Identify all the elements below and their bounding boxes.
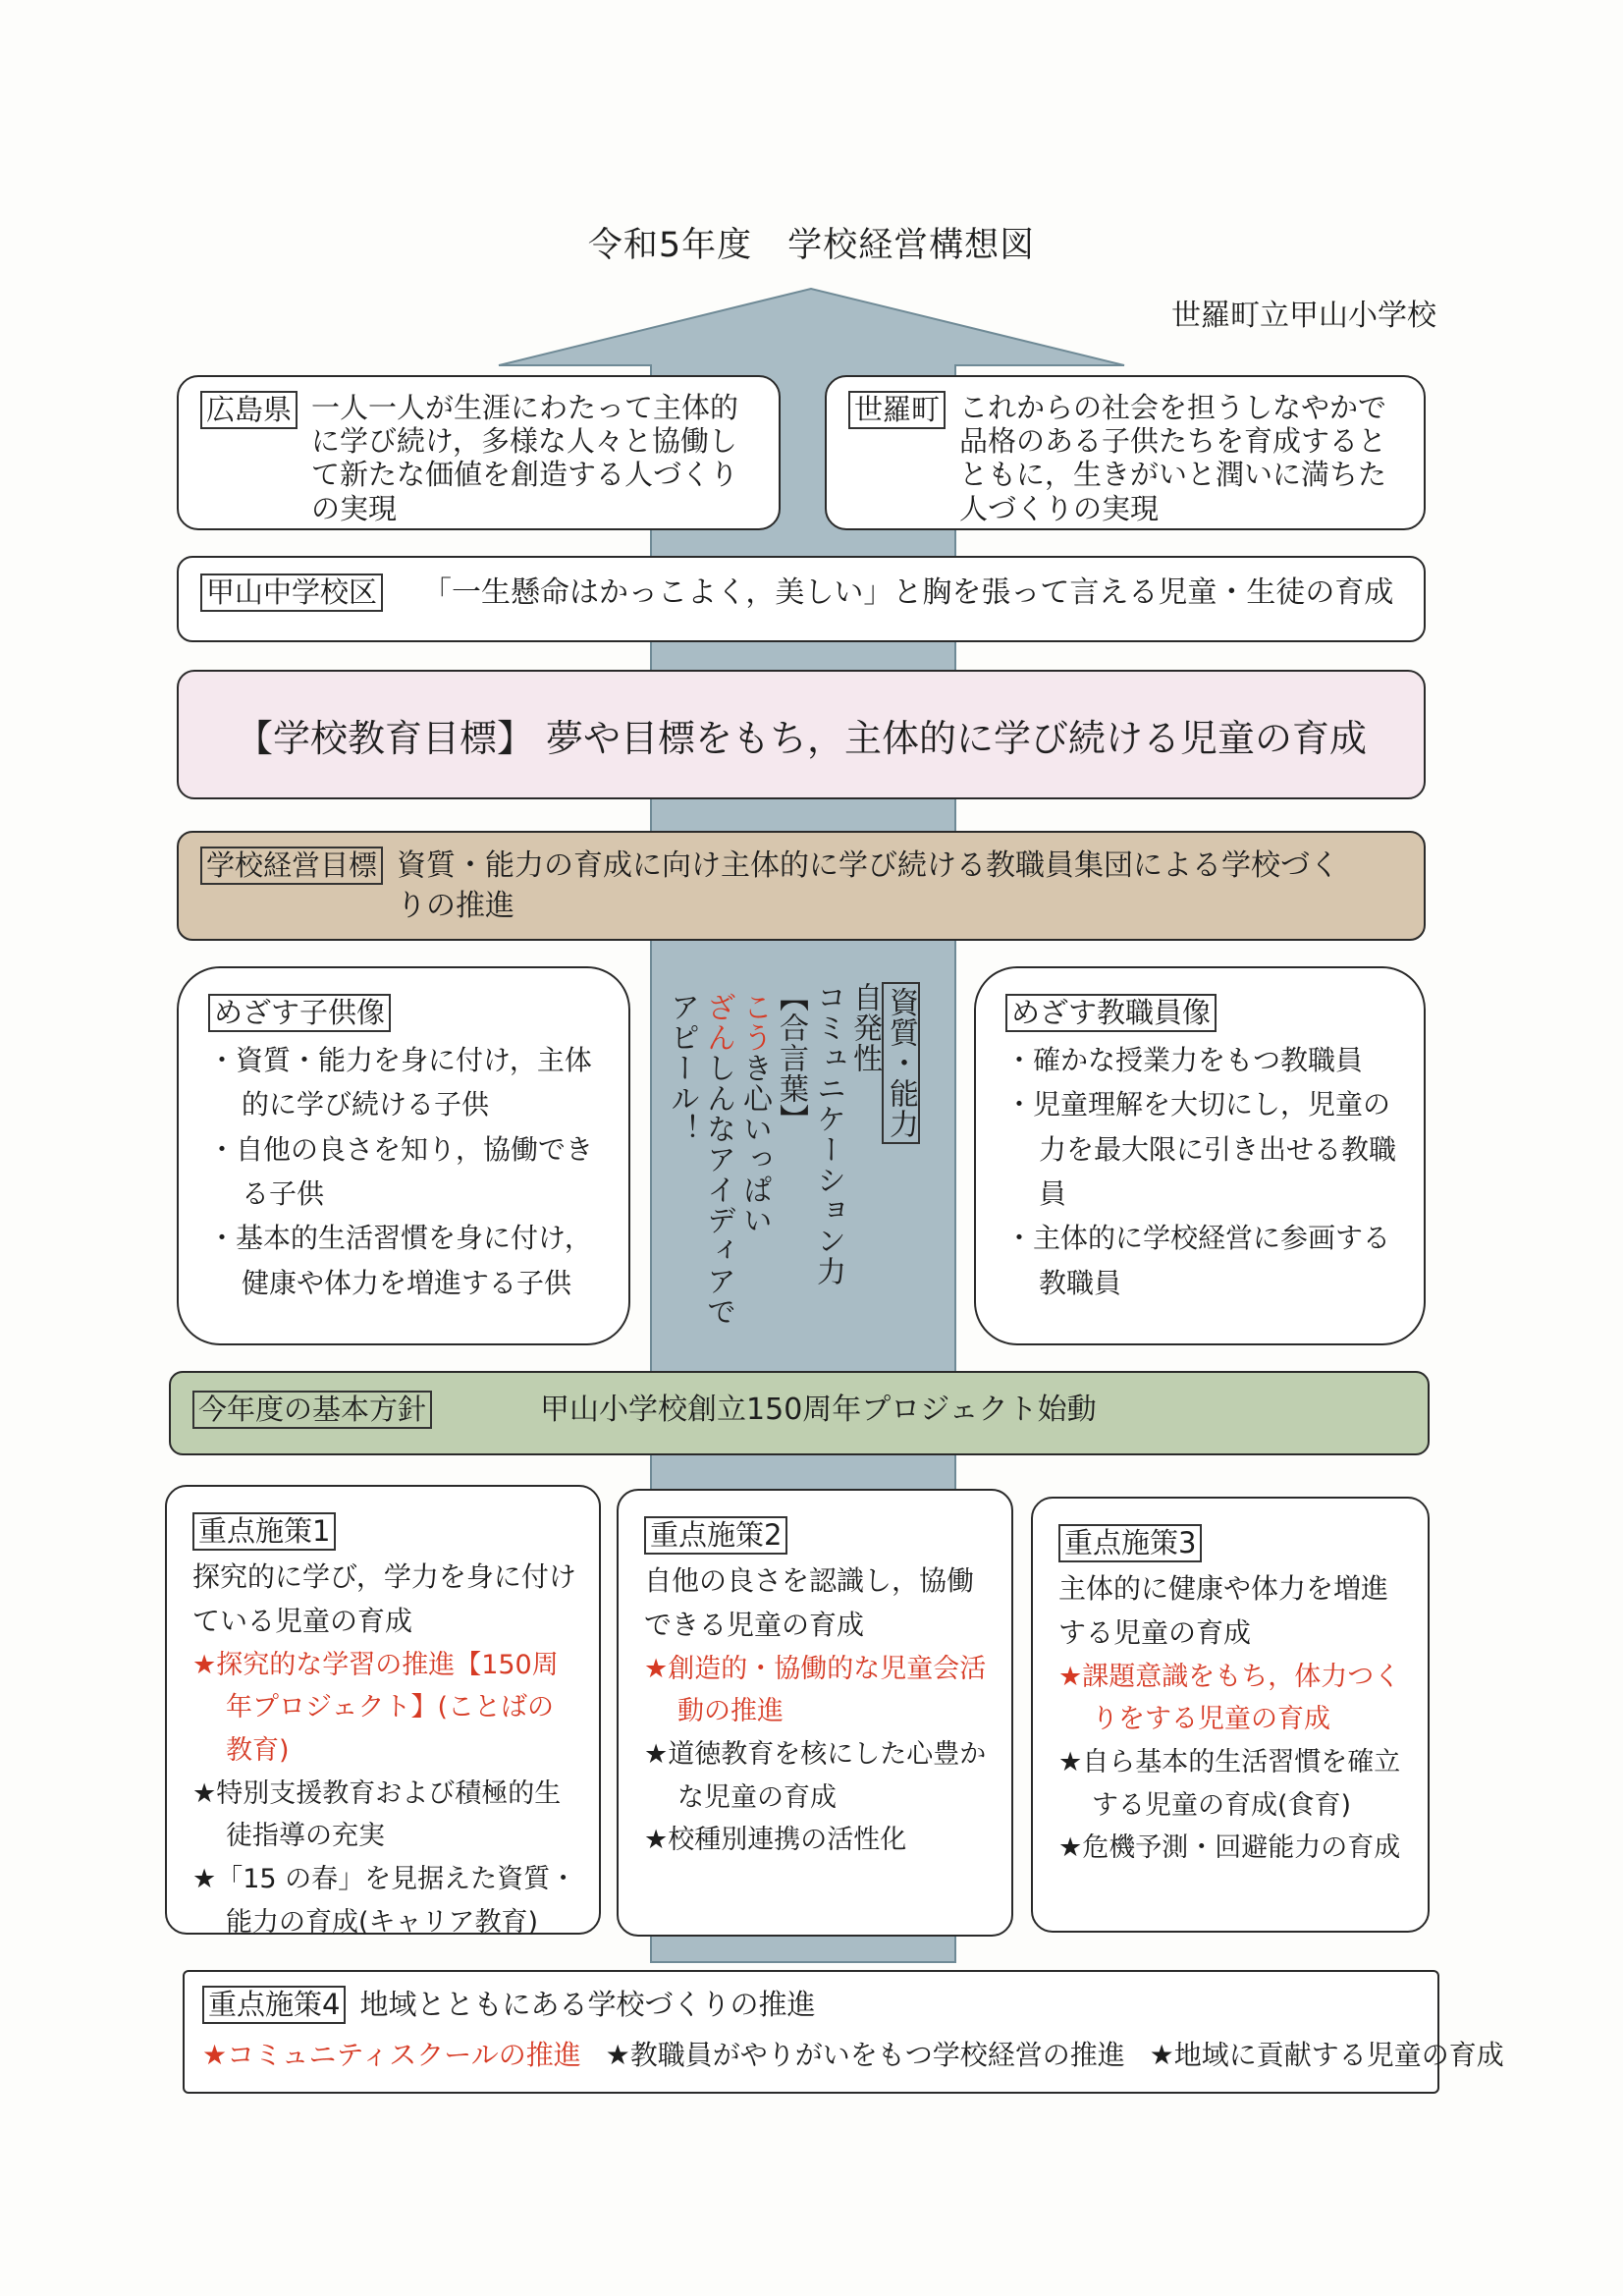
list-item: ★危機予測・回避能力の育成 bbox=[1058, 1832, 1401, 1864]
list-item: ・資質・能力を身に付け，主体的に学び続ける子供 bbox=[208, 1043, 592, 1121]
list-item: ★創造的・協働的な児童会活動の推進 bbox=[644, 1653, 987, 1727]
district-box bbox=[177, 556, 1426, 642]
measure4-item: ★教職員がやりがいをもつ学校経営の推進 bbox=[605, 2038, 1125, 2071]
town-tag: 世羅町 bbox=[848, 391, 946, 429]
district-tag: 甲山中学校区 bbox=[200, 574, 383, 612]
ideal-child-box bbox=[177, 966, 630, 1345]
motto-line2 bbox=[701, 992, 735, 1327]
town-box bbox=[825, 375, 1426, 530]
district-text: 「一生懸命はかっこよく，美しい」と胸を張って言える児童・生徒の育成 bbox=[422, 574, 1394, 610]
competency-line1: 自発性 bbox=[847, 982, 882, 1073]
competency-tag: 資質・能力 bbox=[882, 982, 920, 1144]
town-line: 品格のある子供たちを育成すると bbox=[959, 424, 1387, 459]
competency-column bbox=[884, 982, 918, 1144]
ideal-staff-tag: めざす教職員像 bbox=[1005, 994, 1217, 1032]
measure3-heading: 主体的に健康や体力を増進する児童の育成 bbox=[1058, 1571, 1389, 1650]
education-goal-box bbox=[177, 670, 1426, 799]
list-item: ・児童理解を大切にし，児童の力を最大限に引き出せる教職員 bbox=[1005, 1088, 1397, 1210]
town-line: これからの社会を担うしなやかで bbox=[959, 391, 1387, 424]
ideal-staff-box bbox=[974, 966, 1426, 1345]
measure1-tag: 重点施策1 bbox=[192, 1512, 336, 1551]
management-goal-text bbox=[397, 847, 1339, 926]
measure1-list bbox=[192, 1644, 579, 1944]
measure4-box bbox=[183, 1970, 1504, 2094]
annual-policy-box bbox=[169, 1371, 1430, 1455]
town-line: ともに，生きがいと潤いに満ちた bbox=[959, 458, 1387, 492]
measure2-heading: 自他の良さを認識し，協働できる児童の育成 bbox=[644, 1563, 975, 1642]
measure2-list bbox=[644, 1648, 994, 1863]
prefecture-line: の実現 bbox=[311, 491, 398, 525]
management-goal-line: りの推進 bbox=[397, 888, 515, 923]
annual-policy-tag: 今年度の基本方針 bbox=[192, 1391, 432, 1429]
list-item: ★特別支援教育および積極的生徒指導の充実 bbox=[192, 1777, 562, 1852]
ideal-child-tag: めざす子供像 bbox=[208, 994, 391, 1032]
list-item: ★自ら基本的生活習慣を確立する児童の育成(食育) bbox=[1058, 1746, 1401, 1821]
management-goal-tag: 学校経営目標 bbox=[200, 847, 383, 885]
measure2-box bbox=[617, 1489, 1013, 1937]
competency-line2: コミュニケーション力 bbox=[811, 982, 845, 1286]
measure4-title: 地域とともにある学校づくりの推進 bbox=[359, 1988, 816, 2022]
management-goal-box bbox=[177, 831, 1426, 941]
measure1-box bbox=[165, 1485, 601, 1938]
prefecture-line: 一人一人が生涯にわたって主体的 bbox=[311, 391, 739, 424]
list-item: ★課題意識をもち，体力つくりをする児童の育成 bbox=[1058, 1661, 1401, 1735]
list-item: ★校種別連携の活性化 bbox=[644, 1825, 907, 1856]
measure1-heading: 探究的に学び，学力を身に付けている児童の育成 bbox=[192, 1559, 576, 1638]
prefecture-line: に学び続け，多様な人々と協働し bbox=[311, 424, 737, 459]
measure4-item: ★地域に貢献する児童の育成 bbox=[1149, 2038, 1504, 2071]
motto-red1: こう bbox=[737, 992, 772, 1053]
motto-rest2: しんなアイディアで bbox=[701, 1053, 735, 1327]
ideal-staff-list bbox=[1005, 1038, 1398, 1305]
ideal-child-list bbox=[208, 1038, 603, 1305]
school-name: 世羅町立甲山小学校 bbox=[1171, 299, 1436, 333]
list-item: ・主体的に学校経営に参画する教職員 bbox=[1005, 1222, 1391, 1299]
list-item: ・確かな授業力をもつ教職員 bbox=[1005, 1043, 1364, 1076]
list-item: ・基本的生活習慣を身に付け，健康や体力を増進する子供 bbox=[208, 1222, 592, 1299]
measure4-item: ★コミュニティスクールの推進 bbox=[202, 2038, 581, 2071]
list-item: ★探究的な学習の推進【150周年プロジェクト】(ことばの教育) bbox=[192, 1649, 559, 1766]
page-title: 令和5年度 学校経営構想図 bbox=[587, 226, 1036, 265]
motto-rest1: き心いっぱい bbox=[737, 1053, 772, 1235]
prefecture-line: て新たな価値を創造する人づくり bbox=[311, 458, 739, 492]
measure3-tag: 重点施策3 bbox=[1058, 1524, 1202, 1562]
measure3-list bbox=[1058, 1656, 1410, 1871]
prefecture-text bbox=[311, 391, 738, 525]
education-goal-text: 【学校教育目標】 夢や目標をもち，主体的に学び続ける児童の育成 bbox=[235, 716, 1368, 760]
management-goal-line: 資質・能力の育成に向け主体的に学び続ける教職員集団による学校づく bbox=[397, 848, 1340, 883]
town-line: 人づくりの実現 bbox=[959, 491, 1160, 525]
motto-line3: アピール！ bbox=[665, 992, 699, 1144]
motto-red2: ざん bbox=[701, 992, 735, 1053]
motto-line1 bbox=[737, 992, 772, 1235]
prefecture-box bbox=[177, 375, 781, 530]
list-item: ★道徳教育を核にした心豊かな児童の育成 bbox=[644, 1738, 987, 1813]
annual-policy-text: 甲山小学校創立150周年プロジェクト始動 bbox=[540, 1392, 1097, 1427]
motto-tag: 【合言葉】 bbox=[774, 982, 808, 1134]
list-item: ★「15 の春」を見据えた資質・能力の育成(キャリア教育) bbox=[192, 1864, 577, 1938]
measure2-tag: 重点施策2 bbox=[644, 1516, 787, 1555]
prefecture-tag: 広島県 bbox=[200, 391, 298, 429]
town-text bbox=[959, 391, 1386, 525]
measure4-tag: 重点施策4 bbox=[202, 1986, 346, 2024]
measure4-items bbox=[202, 2034, 1504, 2073]
list-item: ・自他の良さを知り，協働できる子供 bbox=[208, 1132, 594, 1210]
measure3-box bbox=[1031, 1497, 1430, 1933]
